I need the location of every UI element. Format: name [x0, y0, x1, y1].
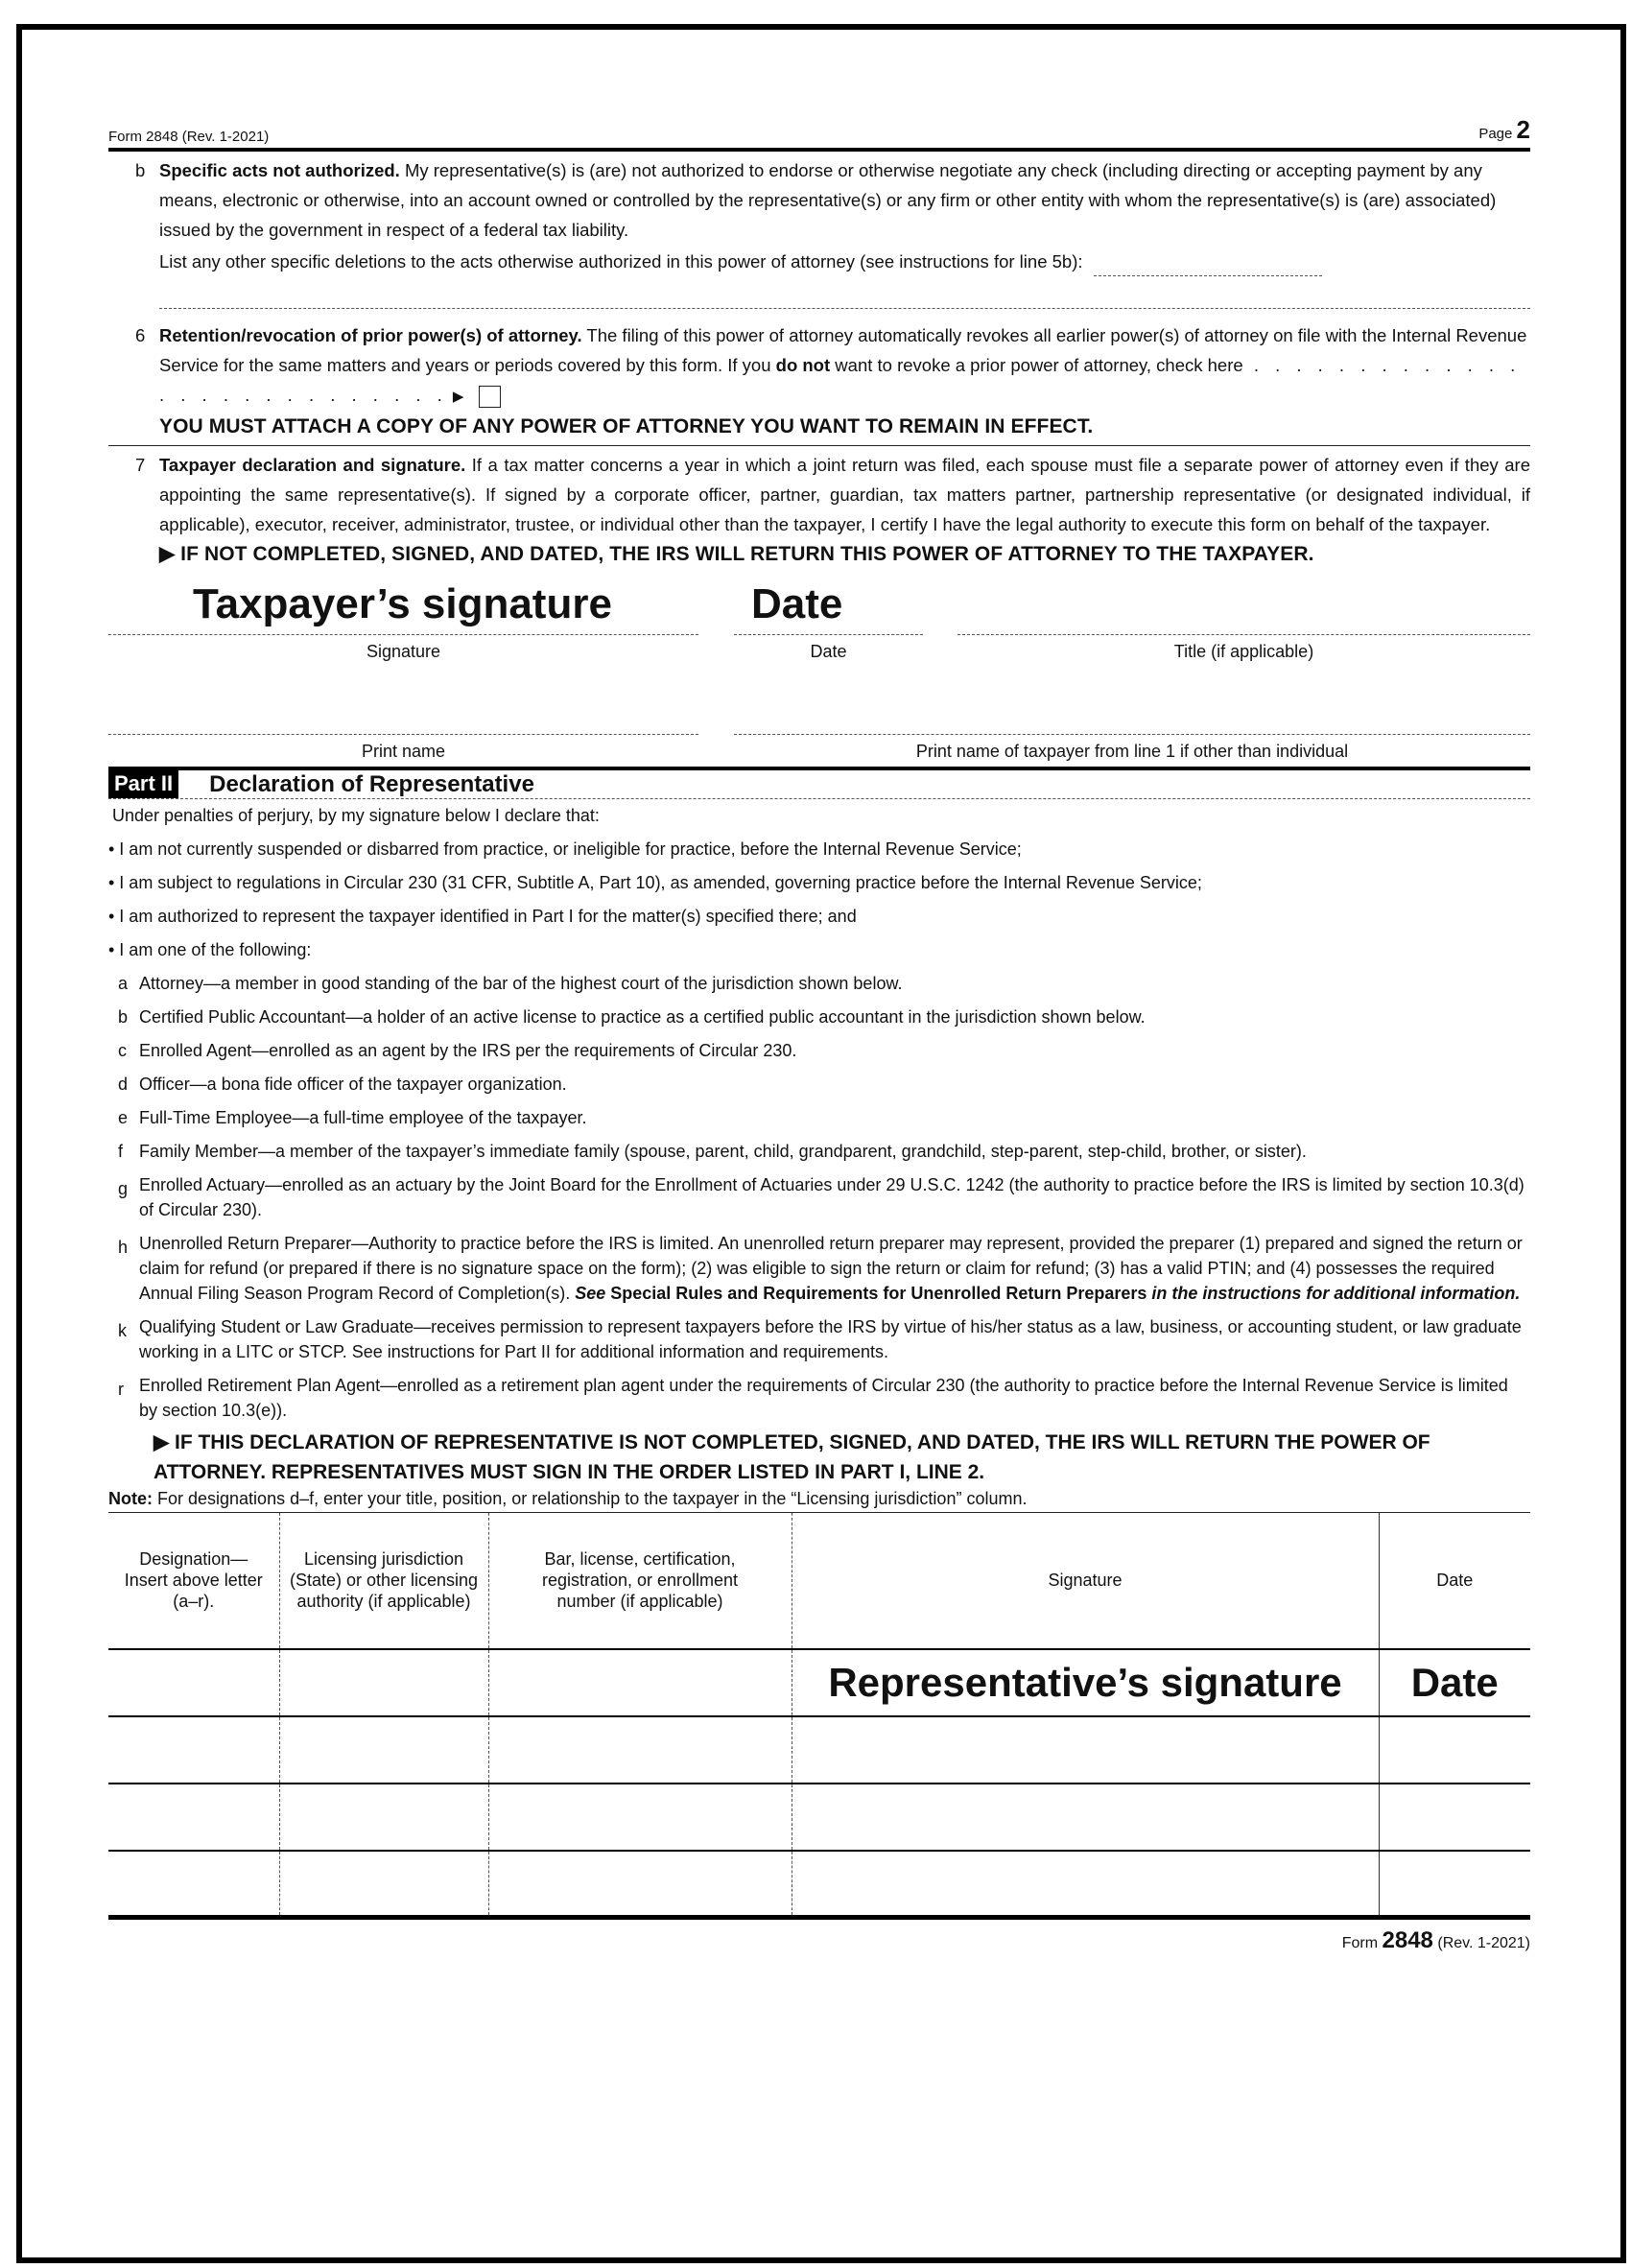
- designation-letter: f: [118, 1142, 124, 1161]
- representative-signature-cell[interactable]: Representative’s signature: [792, 1649, 1379, 1716]
- designation-a: [108, 967, 1530, 1001]
- representative-date-cell[interactable]: Date: [1379, 1649, 1530, 1716]
- designation-cell[interactable]: [108, 1851, 279, 1918]
- note-label: Note:: [108, 1489, 153, 1508]
- footer-prefix: Form: [1341, 1935, 1379, 1951]
- designation-r: [108, 1369, 1530, 1428]
- line-6-text-1: The filing of this power of attorney automatically revokes all earlier power(s) of attorney on file with the Internal Revenue Service for the same matters and years or periods covered by this form. If you: [159, 325, 1527, 375]
- designation-cell[interactable]: [108, 1716, 279, 1784]
- designation-b: [108, 1001, 1530, 1034]
- designation-text: [139, 1227, 1530, 1311]
- designation-cell[interactable]: [108, 1784, 279, 1851]
- part-2-header: [108, 767, 1530, 799]
- license-number-cell[interactable]: [488, 1851, 792, 1918]
- declaration-bullet: • I am not currently suspended or disbarred from practice, or ineligible for practice, before the Internal Revenue Service;: [108, 839, 1022, 859]
- page-number-value: 2: [1516, 115, 1530, 144]
- representative-signature-cell[interactable]: [792, 1716, 1379, 1784]
- designation-letter: c: [118, 1041, 127, 1060]
- license-number-cell[interactable]: [488, 1716, 792, 1784]
- form-page: [108, 115, 1530, 1954]
- designation-text: Attorney—a member in good standing of the bar of the highest court of the jurisdiction shown below.: [139, 974, 903, 993]
- line-5b-list-prompt: List any other specific deletions to the acts otherwise authorized in this power of attorney (see instructions for line 5b):: [159, 251, 1083, 272]
- line-5b-letter: b: [135, 160, 146, 180]
- designation-letter: h: [118, 1238, 129, 1257]
- title-label: Title (if applicable): [1173, 642, 1314, 661]
- table-row: [108, 1716, 1530, 1784]
- designation-letter: a: [118, 974, 129, 993]
- print-name-taxpayer-label: Print name of taxpayer from line 1 if other than individual: [915, 742, 1349, 761]
- representative-signature-cell[interactable]: [792, 1784, 1379, 1851]
- deletions-input[interactable]: [1094, 255, 1322, 276]
- footer-form-number: 2848: [1382, 1927, 1433, 1953]
- designation-h-text: Unenrolled Return Preparer—Authority to practice before the IRS is limited. An unenrolled return preparer may represent, provided the preparer (1) prepared and signed the return or claim for refund (or prepared if there is no signature space on the form); (2) was eligible to sign the return or claim for refund; (3) has a valid PTIN; and (4) possesses the required Annual Filing Season Program Record of Completion(s).: [139, 1234, 1523, 1303]
- col-designation: Designation— Insert above letter (a–r).: [108, 1513, 279, 1649]
- print-name-line[interactable]: [108, 734, 698, 735]
- table-row: [108, 1851, 1530, 1918]
- jurisdiction-cell[interactable]: [279, 1649, 488, 1716]
- line-5b-list-row: [159, 247, 1530, 276]
- part-2-title: Declaration of Representative: [209, 770, 534, 797]
- table-header-row: [108, 1513, 1530, 1649]
- declaration-bullet: • I am one of the following:: [108, 940, 312, 959]
- line-6-number: 6: [135, 325, 146, 345]
- part-2-warning: ▶ IF THIS DECLARATION OF REPRESENTATIVE IS NOT COMPLETED, SIGNED, AND DATED, THE IRS WILL RETURN THE POWER OF ATTORNEY. REPRESENTATIVES MUST SIGN IN THE ORDER LISTED IN PART I, LINE 2.: [154, 1431, 1430, 1483]
- part-2-badge: Part II: [108, 770, 178, 798]
- footer-revision: (Rev. 1-2021): [1437, 1935, 1530, 1951]
- designation-letter: k: [118, 1321, 127, 1340]
- divider: [108, 445, 1530, 446]
- designation-letter: b: [118, 1007, 129, 1027]
- designation-k: [108, 1311, 1530, 1369]
- designation-text: Enrolled Retirement Plan Agent—enrolled as a retirement plan agent under the requirements of Circular 230 (the authority to practice before the Internal Revenue Service is limited by section 10.3(e)).: [139, 1376, 1508, 1420]
- designation-f: [108, 1135, 1530, 1169]
- representative-table: [108, 1512, 1530, 1920]
- arrow-icon: ▶: [452, 389, 464, 405]
- line-7-text: If a tax matter concerns a year in which a joint return was filed, each spouse must file a separate power of attorney even if they are appointing the same representative(s). If signed by a corporate officer, partner, guardian, tax matters partner, partnership representative (or designated individual, if applicable), executor, receiver, administrator, trustee, or individual other than the taxpayer, I certify I have the legal authority to execute this form on behalf of the taxpayer.: [159, 455, 1530, 534]
- note-text: For designations d–f, enter your title, position, or relationship to the taxpayer in the “Licensing jurisdiction” column.: [153, 1489, 1028, 1508]
- representative-date-cell[interactable]: [1379, 1716, 1530, 1784]
- col-license-number: Bar, license, certification, registration, or enrollment number (if applicable): [488, 1513, 792, 1649]
- line-5b-title: Specific acts not authorized.: [159, 160, 400, 180]
- signature-label: Signature: [366, 642, 441, 661]
- license-number-cell[interactable]: [488, 1649, 792, 1716]
- line-7-number: 7: [135, 455, 146, 475]
- jurisdiction-cell[interactable]: [279, 1784, 488, 1851]
- deletions-input-line-2[interactable]: [159, 276, 1530, 309]
- declaration-body: [108, 799, 1530, 1428]
- page-footer: [108, 1927, 1530, 1954]
- line-7: [108, 450, 1530, 569]
- designation-text: Enrolled Agent—enrolled as an agent by the IRS per the requirements of Circular 230.: [139, 1041, 797, 1060]
- col-licensing-jurisdiction: Licensing jurisdiction (State) or other licensing authority (if applicable): [279, 1513, 488, 1649]
- designation-c: [108, 1034, 1530, 1068]
- designation-d: [108, 1068, 1530, 1101]
- date-label: Date: [810, 642, 847, 661]
- line-6: [108, 320, 1530, 441]
- representative-date-cell[interactable]: [1379, 1784, 1530, 1851]
- line-5b: [108, 155, 1530, 309]
- taxpayer-signature-block: [108, 569, 1530, 761]
- col-date: Date: [1379, 1513, 1530, 1649]
- declaration-intro: Under penalties of perjury, by my signature below I declare that:: [112, 806, 600, 825]
- designation-text: Full-Time Employee—a full-time employee of the taxpayer.: [139, 1108, 587, 1127]
- table-row: [108, 1784, 1530, 1851]
- taxpayer-date-field[interactable]: Date: [751, 580, 843, 627]
- designation-cell[interactable]: [108, 1649, 279, 1716]
- designation-h: [108, 1227, 1530, 1311]
- form-revision-label: Form 2848 (Rev. 1-2021): [108, 129, 270, 145]
- designation-g: [108, 1169, 1530, 1227]
- designation-text: Enrolled Actuary—enrolled as an actuary by the Joint Board for the Enrollment of Actuaries under 29 U.S.C. 1242 (the authority to practice before the IRS is limited by section 10.3(d) of Circular 230).: [139, 1175, 1525, 1219]
- line-6-do-not: do not: [775, 355, 831, 375]
- designation-letter: g: [118, 1179, 129, 1198]
- declaration-bullet: • I am subject to regulations in Circular 230 (31 CFR, Subtitle A, Part 10), as amended, governing practice before the Internal Revenue Service;: [108, 873, 1202, 892]
- designation-letter: d: [118, 1075, 129, 1094]
- designation-letter: r: [118, 1380, 124, 1399]
- designation-h-tail: in the instructions for additional information.: [1146, 1284, 1521, 1303]
- declaration-bullet: • I am authorized to represent the taxpayer identified in Part I for the matter(s) specified there; and: [108, 907, 857, 926]
- jurisdiction-cell[interactable]: [279, 1716, 488, 1784]
- line-7-warning: ▶ IF NOT COMPLETED, SIGNED, AND DATED, THE IRS WILL RETURN THIS POWER OF ATTORNEY TO THE TAXPAYER.: [159, 543, 1314, 565]
- designation-text: Qualifying Student or Law Graduate—receives permission to represent taxpayers before the IRS by virtue of his/her status as a law, business, or accounting student, or law graduate working in a LITC or STCP. See instructions for Part II for additional information and requirements.: [139, 1317, 1522, 1361]
- designation-h-reference: Special Rules and Requirements for Unenrolled Return Preparers: [605, 1284, 1147, 1303]
- designation-text: Family Member—a member of the taxpayer’s immediate family (spouse, parent, child, grandparent, grandchild, step-parent, step-child, brother, or sister).: [139, 1142, 1307, 1161]
- designation-letter: e: [118, 1108, 129, 1127]
- date-line: [734, 634, 923, 635]
- print-name-taxpayer-line[interactable]: [734, 734, 1530, 735]
- page-number: [1478, 115, 1530, 145]
- license-number-cell[interactable]: [488, 1784, 792, 1851]
- line-6-warning: YOU MUST ATTACH A COPY OF ANY POWER OF ATTORNEY YOU WANT TO REMAIN IN EFFECT.: [159, 415, 1094, 437]
- title-line[interactable]: [957, 634, 1530, 635]
- page-label: Page: [1478, 126, 1513, 142]
- line-7-title: Taxpayer declaration and signature.: [159, 455, 466, 475]
- designation-h-see: See: [575, 1284, 606, 1303]
- table-row: [108, 1649, 1530, 1716]
- jurisdiction-cell[interactable]: [279, 1851, 488, 1918]
- representative-date-cell[interactable]: [1379, 1851, 1530, 1918]
- col-signature: Signature: [792, 1513, 1379, 1649]
- designation-e: [108, 1101, 1530, 1135]
- designation-text: Officer—a bona fide officer of the taxpayer organization.: [139, 1075, 567, 1094]
- signature-line: [108, 634, 698, 635]
- line-6-title: Retention/revocation of prior power(s) of attorney.: [159, 325, 582, 345]
- designation-text: Certified Public Accountant—a holder of an active license to practice as a certified public accountant in the jurisdiction shown below.: [139, 1007, 1146, 1027]
- line-5b-text: My representative(s) is (are) not authorized to endorse or otherwise negotiate any check (including directing or accepting payment by any means, electronic or otherwise, into an account owned or controlled by the representative(s) or any firm or other entity with whom the representative(s) is (are) associated) issued by the government in respect of a federal tax liability.: [159, 160, 1497, 240]
- designation-note: [108, 1489, 1530, 1509]
- representative-signature-cell[interactable]: [792, 1851, 1379, 1918]
- line-6-text-2: want to revoke a prior power of attorney, check here: [830, 355, 1243, 375]
- taxpayer-signature-field[interactable]: Taxpayer’s signature: [193, 580, 612, 627]
- page-header: [108, 115, 1530, 152]
- print-name-label: Print name: [361, 742, 446, 761]
- leader-dots: . . . . . . . . . . . . . . . . . . . . . . . . . . .: [159, 355, 1522, 405]
- retain-prior-poa-checkbox[interactable]: [479, 386, 501, 408]
